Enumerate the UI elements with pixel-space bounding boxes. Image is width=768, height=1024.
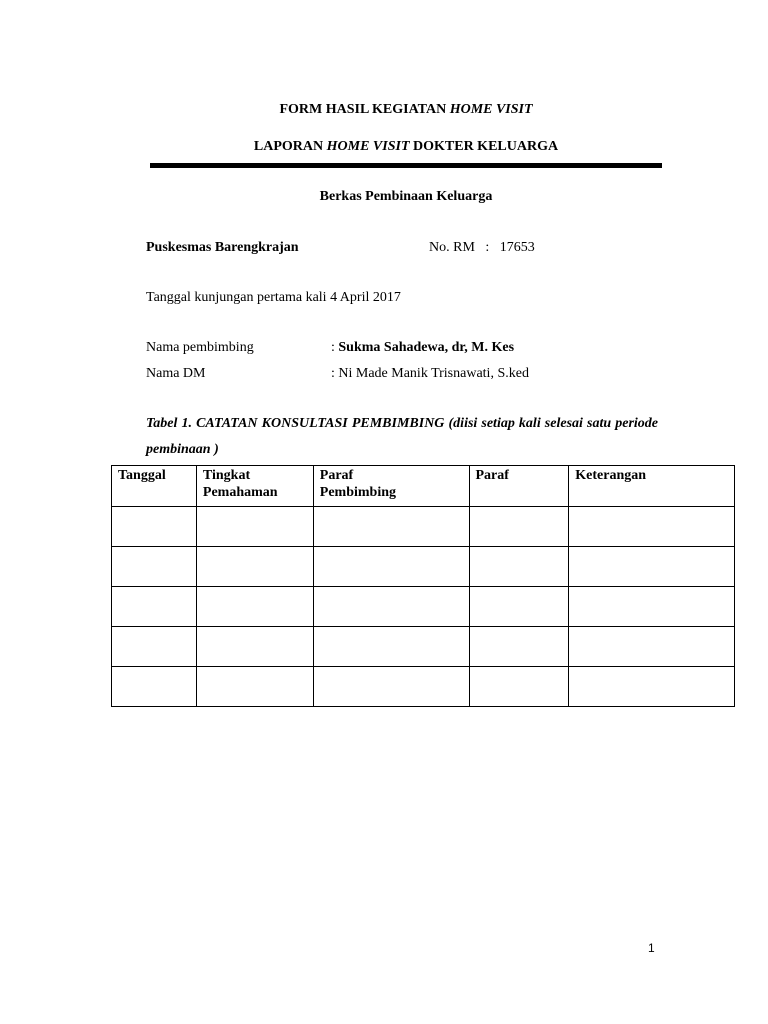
header-keterangan: Keterangan [569,466,735,507]
table-cell [112,587,197,627]
table-cell [112,547,197,587]
section-title: Berkas Pembinaan Keluarga [319,189,493,204]
table-cell [112,507,197,547]
table-caption: Tabel 1. CATATAN KONSULTASI PEMBIMBING (diisi setiap kali selesai satu periode pembinaan ) [146,416,658,457]
dm-value: : Ni Made Manik Trisnawati, S.ked [331,366,529,381]
table-cell [196,587,313,627]
table-cell [469,627,569,667]
table-header-row [112,466,735,507]
pembimbing-label: Nama pembimbing [146,340,254,355]
table-cell [469,547,569,587]
pembimbing-value: : Sukma Sahadewa, dr, M. Kes [331,340,515,355]
header-paraf: Paraf [469,466,569,507]
visit-date: Tanggal kunjungan pertama kali 4 April 2017 [146,290,401,305]
table-cell [196,547,313,587]
table-cell [313,547,469,587]
table-cell [469,587,569,627]
table-cell [196,627,313,667]
table-cell [196,667,313,707]
header-tingkat-pemahaman: Tingkat Pemahaman [196,466,313,507]
table-cell [569,587,735,627]
table-cell [569,507,735,547]
table-row [112,627,735,667]
table-cell [569,667,735,707]
page-number: 1 [648,941,655,955]
table-cell [313,627,469,667]
table-row [112,667,735,707]
dm-label: Nama DM [146,366,206,381]
table-cell [313,507,469,547]
table-cell [469,667,569,707]
table-cell [196,507,313,547]
table-row [112,507,735,547]
table-cell [313,587,469,627]
header-divider [150,163,662,168]
table-cell [313,667,469,707]
puskesmas-name: Puskesmas Barengkrajan [146,240,299,255]
consultation-table [111,465,735,707]
table-cell [112,627,197,667]
table-cell [569,627,735,667]
table-row [112,547,735,587]
form-title: FORM HASIL KEGIATAN HOME VISIT [279,102,533,117]
header-tanggal: Tanggal [112,466,197,507]
header-paraf-pembimbing: Paraf Pembimbing [313,466,469,507]
medical-record-number: No. RM : 17653 [429,240,535,255]
table-cell [569,547,735,587]
table-cell [112,667,197,707]
table-cell [469,507,569,547]
table-row [112,587,735,627]
report-subtitle: LAPORAN HOME VISIT DOKTER KELUARGA [253,139,559,154]
